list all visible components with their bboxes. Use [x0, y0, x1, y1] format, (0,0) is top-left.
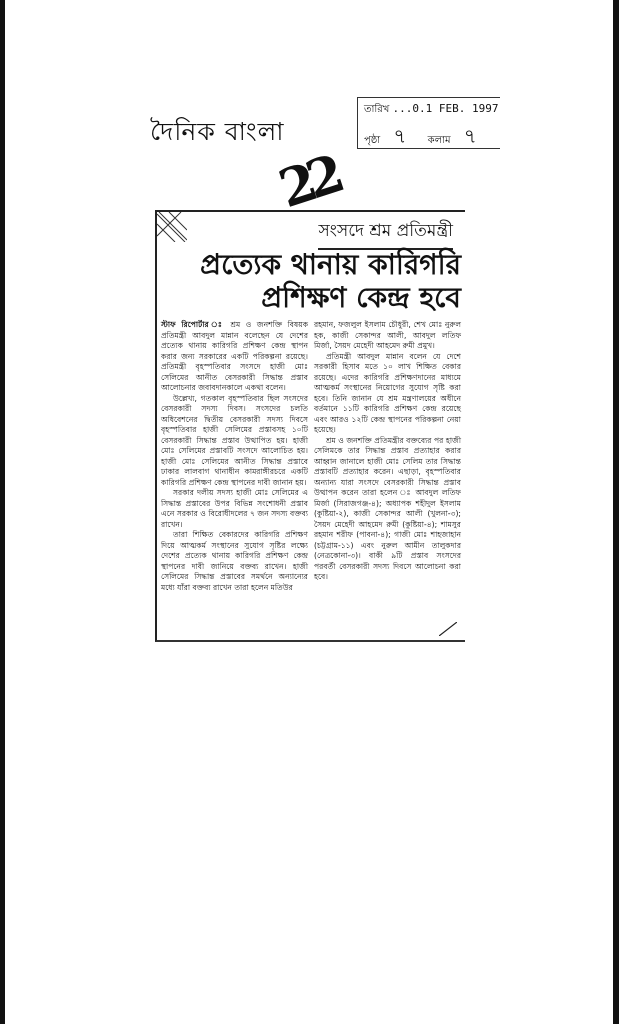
- article-column-right: [314, 320, 461, 593]
- clipping-date-stamp: [357, 97, 500, 149]
- news-clipping: [155, 210, 465, 642]
- pen-mark-icon: [439, 622, 457, 636]
- article-paragraph: রহমান, ফজলুল ইসলাম চৌধুরী, শেখ মোঃ নুরুল হক, কাজী সেকান্দর আলী, আবদুল লতিফ মির্জা, সৈয়দ মেহেদী আহমেদ রুমী প্রমুখ।: [314, 320, 461, 350]
- page-row: [364, 122, 495, 155]
- article-paragraph: প্রতিমন্ত্রী আবদুল মান্নান বলেন যে দেশে সরকারী হিসাব মতে ১০ লাখ শিক্ষিত বেকার রয়েছে। এদের কারিগরি প্রশিক্ষণদানের মাধ্যমে আত্মকর্ম সংস্থানের নিয়োগের সুযোগ সৃষ্টি করা হবে। তিনি জানান যে শ্রম মন্ত্রণালয়ের অধীনে বর্তমানে ১১টি কারিগরি প্রশিক্ষণ কেন্দ্র রয়েছে এবং আরও ১২টি কেন্দ্র স্থাপনের পরিকল্পনা নেয়া হয়েছে।: [314, 351, 461, 434]
- column-label: কলাম: [427, 135, 451, 146]
- date-row: [364, 102, 499, 119]
- scan-edge-right: [613, 0, 619, 1024]
- date-value: ...0.1 FEB. 1997: [392, 102, 499, 115]
- newspaper-name: দৈনিক বাংলা: [150, 117, 285, 146]
- article-body: [161, 320, 461, 593]
- handwritten-number: 22: [271, 144, 345, 221]
- article-paragraph: তারা শিক্ষিত বেকারদের কারিগরি প্রশিক্ষণ দিয়ে আত্মকর্ম সংস্থানের সুযোগ সৃষ্টির লক্ষ্যে দেশের প্রত্যেক থানায় কারিগরি প্রশিক্ষণ কেন্দ্র স্থাপনের দাবী জানিয়ে বক্তব্য রাখেন। হাজী সেলিমের সিদ্ধান্ত প্রস্তাবের সমর্থনে অন্যান্যের মধ্যে যাঁরা বক্তব্য রাখেন তারা হলেন মতিউর: [161, 530, 308, 592]
- article-headline: [175, 248, 461, 314]
- scan-edge-left: [0, 0, 5, 1024]
- corner-hatch-icon: [157, 212, 187, 242]
- date-label: তারিখ: [364, 104, 390, 115]
- byline: স্টাফ রিপোর্টার ঃ: [161, 320, 225, 329]
- article-column-left: [161, 320, 308, 593]
- article-paragraph: শ্রম ও জনশক্তি প্রতিমন্ত্রীর বক্তব্যের পর হাজী সেলিমকে তার সিদ্ধান্ত প্রস্তাব প্রত্যাহার করার আহ্বান জানালে হাজী মোঃ সেলিম তার সিদ্ধান্ত প্রস্তাবটি প্রত্যাহার করেন। এছাড়া, বৃহস্পতিবার অন্যান্য যারা সংসদে বেসরকারী সিদ্ধান্ত প্রস্তাব উত্থাপন করেন তারা হলেন ঃ আবদুল লতিফ মির্জা (সিরাজগঞ্জ-৪); অধ্যাপক শহীদুল ইসলাম (কুষ্টিয়া-২), কাজী সেকান্দর আলী (খুলনা-৩); সৈয়দ মেহেদী আহমেদ রুমী (কুষ্টিয়া-৪); শামসুর রহমান শরীফ (পাবনা-৪); গাজী মোঃ শাহজাহান (চট্টগ্রাম-১১) এবং নুরুল আমীন তালুকদার (নেত্রকোনা-৩)। বাকী ৯টি প্রস্তাব সংসদের পরবর্তী বেসরকারী সদস্য দিবসে আলোচনা করা হবে।: [314, 435, 461, 581]
- article-paragraph: [161, 320, 308, 394]
- article-paragraph: সরকার দলীয় সদস্য হাজী মোঃ সেলিমের এ সিদ্ধান্ত প্রস্তাবের উপর বিভিন্ন সংশোধনী প্রস্তাব এনে সরকার ও বিরোধীদলের ৭ জন সদস্য বক্তব্য রাখেন।: [161, 488, 308, 529]
- article-kicker: সংসদে শ্রম প্রতিমন্ত্রী: [318, 218, 453, 250]
- headline-line-1: প্রত্যেক থানায় কারিগরি: [200, 248, 461, 281]
- column-value: ৭: [463, 124, 477, 148]
- page-label: পৃষ্ঠা: [364, 135, 381, 146]
- page-value: ৭: [393, 124, 407, 148]
- paragraph-text: শ্রম ও জনশক্তি বিষয়ক প্রতিমন্ত্রী আবদুল মান্নান বলেছেন যে দেশের প্রত্যেক থানায় কারিগরি প্রশিক্ষণ কেন্দ্র স্থাপন করার জন্য সরকারের একটি পরিকল্পনা রয়েছে। প্রতিমন্ত্রী বৃহস্পতিবার সংসদে হাজী মোঃ সেলিমের আনীত বেসরকারী সিদ্ধান্ত প্রস্তাব আলোচনার জবাবদানকালে একথা বলেন।: [161, 320, 309, 392]
- headline-line-2: প্রশিক্ষণ কেন্দ্র হবে: [261, 281, 461, 314]
- article-paragraph: উল্লেখ্য, গতকাল বৃহস্পতিবার ছিল সংসদের বেসরকারী সদস্য দিবস। সংসদের চলতি অধিবেশনের দ্বিতীয় বেসরকারী সদস্য দিবসে বৃহস্পতিবার হাজী সেলিমের প্রস্তাবসহ ১০টি বেসরকারী সিদ্ধান্ত প্রস্তাব উত্থাপিত হয়। হাজী মোঃ সেলিমের প্রস্তাবটি সংসদে আলোচিত হয়। হাজী মোঃ সেলিমের আনীত সিদ্ধান্ত প্রস্তাবে ঢাকার লালবাগ থানাধীন কামরাঙ্গীরচরে একটি কারিগরি প্রশিক্ষণ কেন্দ্র স্থাপনের দাবী জানান হয়।: [161, 393, 308, 487]
